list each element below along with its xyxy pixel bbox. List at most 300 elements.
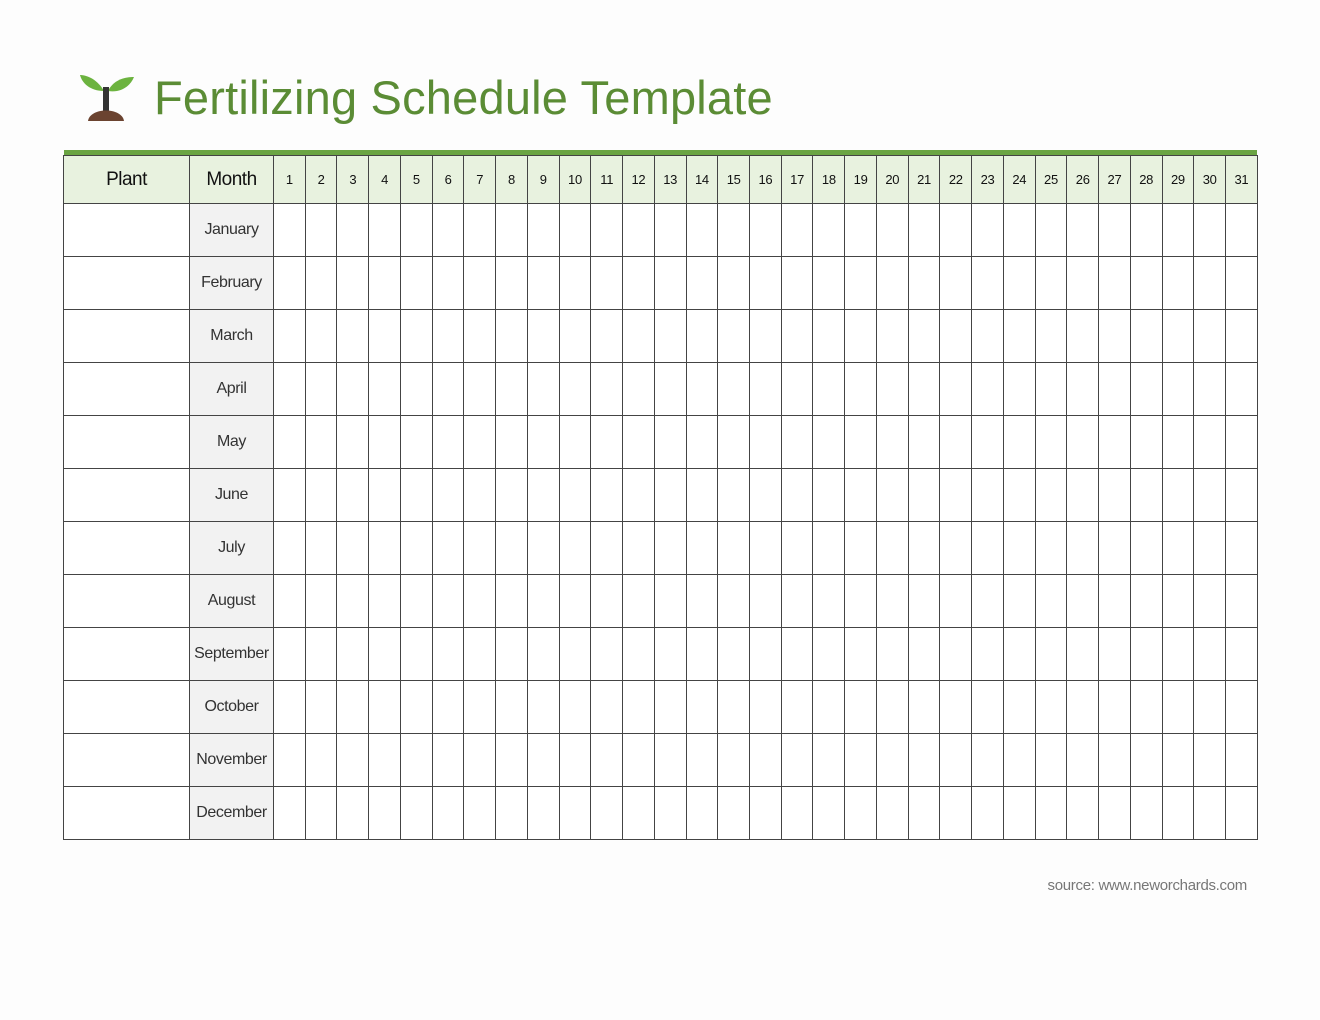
day-cell[interactable]: [1162, 469, 1194, 522]
day-cell[interactable]: [1099, 363, 1131, 416]
day-cell[interactable]: [1162, 787, 1194, 840]
day-cell[interactable]: [781, 522, 813, 575]
day-cell[interactable]: [1162, 363, 1194, 416]
day-cell[interactable]: [972, 734, 1004, 787]
day-cell[interactable]: [464, 787, 496, 840]
day-cell[interactable]: [1067, 257, 1099, 310]
day-cell[interactable]: [369, 628, 401, 681]
day-cell[interactable]: [940, 257, 972, 310]
day-cell[interactable]: [432, 469, 464, 522]
day-cell[interactable]: [718, 734, 750, 787]
plant-cell[interactable]: [64, 416, 190, 469]
day-cell[interactable]: [1003, 469, 1035, 522]
day-cell[interactable]: [813, 628, 845, 681]
day-cell[interactable]: [940, 416, 972, 469]
day-cell[interactable]: [623, 787, 655, 840]
day-cell[interactable]: [1130, 681, 1162, 734]
day-cell[interactable]: [940, 681, 972, 734]
day-cell[interactable]: [464, 363, 496, 416]
day-cell[interactable]: [1035, 469, 1067, 522]
day-cell[interactable]: [527, 363, 559, 416]
day-cell[interactable]: [591, 363, 623, 416]
day-cell[interactable]: [1130, 204, 1162, 257]
day-cell[interactable]: [1130, 575, 1162, 628]
day-cell[interactable]: [972, 310, 1004, 363]
day-cell[interactable]: [1130, 522, 1162, 575]
day-cell[interactable]: [876, 204, 908, 257]
day-cell[interactable]: [750, 363, 782, 416]
day-cell[interactable]: [1003, 310, 1035, 363]
day-cell[interactable]: [1226, 416, 1258, 469]
day-cell[interactable]: [1067, 787, 1099, 840]
day-cell[interactable]: [1194, 628, 1226, 681]
day-cell[interactable]: [940, 363, 972, 416]
day-cell[interactable]: [1003, 628, 1035, 681]
day-cell[interactable]: [686, 310, 718, 363]
plant-cell[interactable]: [64, 257, 190, 310]
day-cell[interactable]: [972, 204, 1004, 257]
day-cell[interactable]: [559, 575, 591, 628]
day-cell[interactable]: [1035, 363, 1067, 416]
day-cell[interactable]: [876, 522, 908, 575]
day-cell[interactable]: [274, 469, 306, 522]
day-cell[interactable]: [369, 257, 401, 310]
day-cell[interactable]: [1003, 734, 1035, 787]
day-cell[interactable]: [559, 416, 591, 469]
day-cell[interactable]: [972, 363, 1004, 416]
day-cell[interactable]: [1099, 628, 1131, 681]
day-cell[interactable]: [305, 257, 337, 310]
day-cell[interactable]: [654, 363, 686, 416]
day-cell[interactable]: [464, 257, 496, 310]
day-cell[interactable]: [305, 522, 337, 575]
day-cell[interactable]: [1226, 734, 1258, 787]
day-cell[interactable]: [845, 363, 877, 416]
day-cell[interactable]: [400, 416, 432, 469]
day-cell[interactable]: [908, 575, 940, 628]
day-cell[interactable]: [591, 416, 623, 469]
day-cell[interactable]: [527, 522, 559, 575]
day-cell[interactable]: [813, 416, 845, 469]
day-cell[interactable]: [305, 681, 337, 734]
day-cell[interactable]: [305, 575, 337, 628]
day-cell[interactable]: [845, 310, 877, 363]
plant-cell[interactable]: [64, 310, 190, 363]
day-cell[interactable]: [591, 787, 623, 840]
day-cell[interactable]: [686, 734, 718, 787]
day-cell[interactable]: [527, 416, 559, 469]
day-cell[interactable]: [591, 204, 623, 257]
day-cell[interactable]: [940, 575, 972, 628]
day-cell[interactable]: [972, 522, 1004, 575]
day-cell[interactable]: [623, 628, 655, 681]
day-cell[interactable]: [623, 363, 655, 416]
day-cell[interactable]: [623, 310, 655, 363]
day-cell[interactable]: [1162, 575, 1194, 628]
day-cell[interactable]: [750, 575, 782, 628]
day-cell[interactable]: [591, 734, 623, 787]
day-cell[interactable]: [305, 363, 337, 416]
plant-cell[interactable]: [64, 575, 190, 628]
day-cell[interactable]: [876, 416, 908, 469]
day-cell[interactable]: [274, 628, 306, 681]
day-cell[interactable]: [1226, 310, 1258, 363]
day-cell[interactable]: [813, 575, 845, 628]
day-cell[interactable]: [1003, 363, 1035, 416]
day-cell[interactable]: [686, 257, 718, 310]
day-cell[interactable]: [1130, 416, 1162, 469]
day-cell[interactable]: [908, 787, 940, 840]
day-cell[interactable]: [686, 363, 718, 416]
day-cell[interactable]: [527, 257, 559, 310]
day-cell[interactable]: [718, 310, 750, 363]
day-cell[interactable]: [1099, 575, 1131, 628]
day-cell[interactable]: [527, 575, 559, 628]
day-cell[interactable]: [274, 310, 306, 363]
day-cell[interactable]: [496, 363, 528, 416]
day-cell[interactable]: [1035, 257, 1067, 310]
day-cell[interactable]: [1194, 310, 1226, 363]
day-cell[interactable]: [750, 787, 782, 840]
day-cell[interactable]: [496, 681, 528, 734]
day-cell[interactable]: [686, 204, 718, 257]
day-cell[interactable]: [464, 628, 496, 681]
day-cell[interactable]: [432, 416, 464, 469]
day-cell[interactable]: [654, 787, 686, 840]
day-cell[interactable]: [876, 310, 908, 363]
day-cell[interactable]: [781, 628, 813, 681]
day-cell[interactable]: [750, 734, 782, 787]
day-cell[interactable]: [369, 522, 401, 575]
day-cell[interactable]: [781, 310, 813, 363]
day-cell[interactable]: [718, 681, 750, 734]
day-cell[interactable]: [1162, 257, 1194, 310]
day-cell[interactable]: [908, 469, 940, 522]
day-cell[interactable]: [1035, 310, 1067, 363]
day-cell[interactable]: [369, 575, 401, 628]
plant-cell[interactable]: [64, 628, 190, 681]
day-cell[interactable]: [591, 257, 623, 310]
day-cell[interactable]: [559, 363, 591, 416]
day-cell[interactable]: [623, 204, 655, 257]
day-cell[interactable]: [750, 681, 782, 734]
day-cell[interactable]: [876, 734, 908, 787]
day-cell[interactable]: [274, 681, 306, 734]
day-cell[interactable]: [1226, 257, 1258, 310]
day-cell[interactable]: [1194, 469, 1226, 522]
day-cell[interactable]: [845, 469, 877, 522]
day-cell[interactable]: [686, 628, 718, 681]
day-cell[interactable]: [940, 204, 972, 257]
day-cell[interactable]: [654, 522, 686, 575]
day-cell[interactable]: [876, 681, 908, 734]
day-cell[interactable]: [1226, 469, 1258, 522]
day-cell[interactable]: [940, 522, 972, 575]
day-cell[interactable]: [1003, 681, 1035, 734]
day-cell[interactable]: [464, 204, 496, 257]
day-cell[interactable]: [940, 628, 972, 681]
day-cell[interactable]: [337, 575, 369, 628]
day-cell[interactable]: [876, 787, 908, 840]
day-cell[interactable]: [1099, 787, 1131, 840]
day-cell[interactable]: [972, 575, 1004, 628]
day-cell[interactable]: [686, 787, 718, 840]
day-cell[interactable]: [876, 257, 908, 310]
day-cell[interactable]: [559, 522, 591, 575]
day-cell[interactable]: [813, 469, 845, 522]
day-cell[interactable]: [432, 628, 464, 681]
day-cell[interactable]: [337, 787, 369, 840]
day-cell[interactable]: [623, 257, 655, 310]
day-cell[interactable]: [845, 681, 877, 734]
day-cell[interactable]: [908, 628, 940, 681]
day-cell[interactable]: [750, 469, 782, 522]
day-cell[interactable]: [781, 204, 813, 257]
day-cell[interactable]: [369, 204, 401, 257]
day-cell[interactable]: [305, 787, 337, 840]
day-cell[interactable]: [464, 575, 496, 628]
day-cell[interactable]: [1194, 734, 1226, 787]
day-cell[interactable]: [400, 469, 432, 522]
day-cell[interactable]: [654, 257, 686, 310]
day-cell[interactable]: [813, 363, 845, 416]
day-cell[interactable]: [1162, 204, 1194, 257]
day-cell[interactable]: [496, 469, 528, 522]
plant-cell[interactable]: [64, 522, 190, 575]
day-cell[interactable]: [527, 681, 559, 734]
day-cell[interactable]: [274, 204, 306, 257]
day-cell[interactable]: [337, 522, 369, 575]
day-cell[interactable]: [432, 681, 464, 734]
day-cell[interactable]: [845, 787, 877, 840]
day-cell[interactable]: [908, 681, 940, 734]
day-cell[interactable]: [718, 787, 750, 840]
day-cell[interactable]: [781, 363, 813, 416]
day-cell[interactable]: [623, 522, 655, 575]
day-cell[interactable]: [1067, 204, 1099, 257]
day-cell[interactable]: [1035, 734, 1067, 787]
day-cell[interactable]: [527, 628, 559, 681]
day-cell[interactable]: [337, 310, 369, 363]
day-cell[interactable]: [1035, 416, 1067, 469]
day-cell[interactable]: [496, 416, 528, 469]
day-cell[interactable]: [1194, 681, 1226, 734]
day-cell[interactable]: [1035, 522, 1067, 575]
plant-cell[interactable]: [64, 363, 190, 416]
day-cell[interactable]: [400, 363, 432, 416]
day-cell[interactable]: [940, 469, 972, 522]
day-cell[interactable]: [1099, 204, 1131, 257]
day-cell[interactable]: [1099, 310, 1131, 363]
day-cell[interactable]: [496, 787, 528, 840]
day-cell[interactable]: [1130, 787, 1162, 840]
day-cell[interactable]: [718, 575, 750, 628]
day-cell[interactable]: [496, 257, 528, 310]
day-cell[interactable]: [400, 787, 432, 840]
day-cell[interactable]: [1067, 575, 1099, 628]
day-cell[interactable]: [1130, 469, 1162, 522]
day-cell[interactable]: [781, 416, 813, 469]
day-cell[interactable]: [1003, 575, 1035, 628]
day-cell[interactable]: [496, 310, 528, 363]
day-cell[interactable]: [1226, 628, 1258, 681]
day-cell[interactable]: [908, 363, 940, 416]
day-cell[interactable]: [781, 257, 813, 310]
plant-cell[interactable]: [64, 681, 190, 734]
day-cell[interactable]: [1067, 469, 1099, 522]
day-cell[interactable]: [1194, 257, 1226, 310]
day-cell[interactable]: [337, 416, 369, 469]
day-cell[interactable]: [1162, 416, 1194, 469]
day-cell[interactable]: [1194, 787, 1226, 840]
day-cell[interactable]: [591, 681, 623, 734]
day-cell[interactable]: [559, 787, 591, 840]
day-cell[interactable]: [1130, 257, 1162, 310]
day-cell[interactable]: [1194, 575, 1226, 628]
day-cell[interactable]: [1099, 522, 1131, 575]
day-cell[interactable]: [876, 575, 908, 628]
day-cell[interactable]: [369, 416, 401, 469]
day-cell[interactable]: [1003, 416, 1035, 469]
day-cell[interactable]: [527, 469, 559, 522]
day-cell[interactable]: [432, 363, 464, 416]
day-cell[interactable]: [1067, 363, 1099, 416]
day-cell[interactable]: [400, 628, 432, 681]
day-cell[interactable]: [1194, 363, 1226, 416]
day-cell[interactable]: [1162, 310, 1194, 363]
day-cell[interactable]: [432, 787, 464, 840]
day-cell[interactable]: [908, 257, 940, 310]
day-cell[interactable]: [274, 257, 306, 310]
day-cell[interactable]: [972, 469, 1004, 522]
day-cell[interactable]: [464, 734, 496, 787]
day-cell[interactable]: [1067, 416, 1099, 469]
day-cell[interactable]: [305, 628, 337, 681]
day-cell[interactable]: [369, 787, 401, 840]
day-cell[interactable]: [876, 363, 908, 416]
day-cell[interactable]: [1003, 257, 1035, 310]
plant-cell[interactable]: [64, 469, 190, 522]
day-cell[interactable]: [527, 787, 559, 840]
day-cell[interactable]: [1162, 681, 1194, 734]
day-cell[interactable]: [464, 522, 496, 575]
day-cell[interactable]: [369, 469, 401, 522]
day-cell[interactable]: [464, 310, 496, 363]
day-cell[interactable]: [940, 310, 972, 363]
day-cell[interactable]: [274, 575, 306, 628]
day-cell[interactable]: [908, 204, 940, 257]
day-cell[interactable]: [369, 681, 401, 734]
day-cell[interactable]: [1099, 734, 1131, 787]
plant-cell[interactable]: [64, 204, 190, 257]
day-cell[interactable]: [718, 416, 750, 469]
day-cell[interactable]: [274, 734, 306, 787]
day-cell[interactable]: [559, 310, 591, 363]
day-cell[interactable]: [1226, 204, 1258, 257]
day-cell[interactable]: [591, 522, 623, 575]
day-cell[interactable]: [1003, 204, 1035, 257]
day-cell[interactable]: [1226, 363, 1258, 416]
day-cell[interactable]: [559, 628, 591, 681]
day-cell[interactable]: [686, 469, 718, 522]
day-cell[interactable]: [845, 734, 877, 787]
day-cell[interactable]: [781, 787, 813, 840]
day-cell[interactable]: [559, 257, 591, 310]
day-cell[interactable]: [908, 416, 940, 469]
day-cell[interactable]: [623, 681, 655, 734]
day-cell[interactable]: [1035, 628, 1067, 681]
day-cell[interactable]: [1226, 575, 1258, 628]
day-cell[interactable]: [527, 734, 559, 787]
day-cell[interactable]: [654, 734, 686, 787]
day-cell[interactable]: [813, 681, 845, 734]
day-cell[interactable]: [940, 787, 972, 840]
day-cell[interactable]: [337, 257, 369, 310]
day-cell[interactable]: [718, 257, 750, 310]
day-cell[interactable]: [813, 257, 845, 310]
day-cell[interactable]: [686, 522, 718, 575]
day-cell[interactable]: [623, 575, 655, 628]
day-cell[interactable]: [337, 469, 369, 522]
day-cell[interactable]: [1067, 522, 1099, 575]
day-cell[interactable]: [274, 363, 306, 416]
day-cell[interactable]: [1130, 734, 1162, 787]
day-cell[interactable]: [432, 257, 464, 310]
day-cell[interactable]: [369, 310, 401, 363]
day-cell[interactable]: [845, 416, 877, 469]
day-cell[interactable]: [654, 310, 686, 363]
day-cell[interactable]: [781, 469, 813, 522]
day-cell[interactable]: [718, 628, 750, 681]
day-cell[interactable]: [845, 204, 877, 257]
day-cell[interactable]: [400, 310, 432, 363]
day-cell[interactable]: [972, 416, 1004, 469]
day-cell[interactable]: [908, 310, 940, 363]
day-cell[interactable]: [750, 204, 782, 257]
day-cell[interactable]: [654, 416, 686, 469]
day-cell[interactable]: [591, 628, 623, 681]
day-cell[interactable]: [400, 257, 432, 310]
day-cell[interactable]: [1067, 681, 1099, 734]
day-cell[interactable]: [527, 204, 559, 257]
day-cell[interactable]: [1003, 787, 1035, 840]
day-cell[interactable]: [496, 204, 528, 257]
day-cell[interactable]: [337, 628, 369, 681]
day-cell[interactable]: [432, 204, 464, 257]
day-cell[interactable]: [1226, 522, 1258, 575]
day-cell[interactable]: [813, 310, 845, 363]
day-cell[interactable]: [654, 575, 686, 628]
day-cell[interactable]: [432, 522, 464, 575]
day-cell[interactable]: [623, 469, 655, 522]
day-cell[interactable]: [337, 204, 369, 257]
day-cell[interactable]: [1099, 681, 1131, 734]
day-cell[interactable]: [274, 416, 306, 469]
day-cell[interactable]: [1162, 628, 1194, 681]
day-cell[interactable]: [559, 681, 591, 734]
day-cell[interactable]: [496, 628, 528, 681]
day-cell[interactable]: [1003, 522, 1035, 575]
day-cell[interactable]: [876, 628, 908, 681]
day-cell[interactable]: [718, 363, 750, 416]
day-cell[interactable]: [337, 681, 369, 734]
day-cell[interactable]: [623, 734, 655, 787]
day-cell[interactable]: [654, 204, 686, 257]
day-cell[interactable]: [813, 734, 845, 787]
day-cell[interactable]: [750, 522, 782, 575]
day-cell[interactable]: [369, 734, 401, 787]
day-cell[interactable]: [527, 310, 559, 363]
